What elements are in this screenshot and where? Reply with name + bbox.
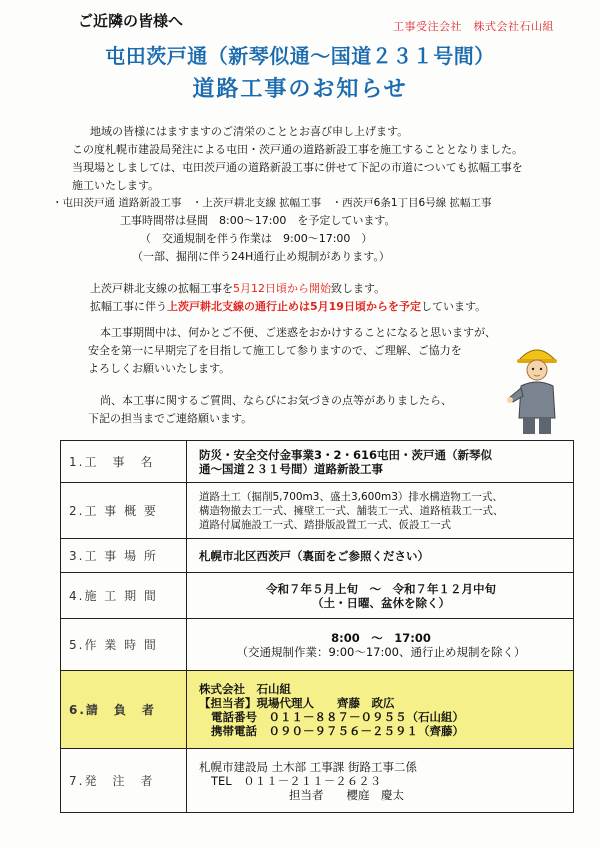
contact-line-1: 尚、本工事に関するご質問、ならびにお気づきの点等がありましたら、 bbox=[100, 394, 452, 407]
table-row bbox=[61, 619, 574, 671]
traffic-hours: （ 交通規制を伴う作業は 9:00～17:00 ） bbox=[140, 232, 373, 245]
contractor-name: 工事受注会社 株式会社石山組 bbox=[393, 20, 554, 33]
contact-line-2: 下記の担当までご連絡願います。 bbox=[88, 412, 253, 425]
project-name: 防災・安全交付金事業3・2・616屯田・茨戸通（新琴似 通～国道２３１号間）道路新設工事 bbox=[187, 441, 574, 483]
row-label: 3.工 事 場 所 bbox=[61, 539, 187, 573]
intro-line-4: 施工いたします。 bbox=[72, 179, 160, 192]
table-row bbox=[61, 441, 574, 483]
row-label: 7.発 注 者 bbox=[61, 749, 187, 813]
project-info-table bbox=[60, 440, 574, 813]
row-label: 2.工 事 概 要 bbox=[61, 483, 187, 539]
works-list: ・屯田茨戸通 道路新設工事 ・上茨戸耕北支線 拡幅工事 ・西茨戸6条1丁目6号線 拡幅工事 bbox=[52, 197, 492, 209]
intro-line-2: この度札幌市建設局発注による屯田・茨戸通の道路新設工事を施工することとなりました。 bbox=[72, 143, 523, 156]
table-row bbox=[61, 671, 574, 749]
start-notice: 上茨戸耕北支線の拡幅工事を5月12日頃から開始致します。 bbox=[90, 282, 386, 295]
apology-line-1: 本工事期間中は、何かとご不便、ご迷惑をおかけすることになると思いますが、 bbox=[100, 326, 496, 339]
row-label: 6.請 負 者 bbox=[61, 671, 187, 749]
project-location: 札幌市北区西茨戸（裏面をご参照ください） bbox=[187, 539, 574, 573]
table-row bbox=[61, 483, 574, 539]
greeting: ご近隣の皆様へ bbox=[78, 12, 184, 30]
table-row bbox=[61, 749, 574, 813]
intro-line-3: 当現場としましては、屯田茨戸通の道路新設工事に併せて下記の市道についても拡幅工事を bbox=[72, 161, 523, 174]
row-label: 4.施 工 期 間 bbox=[61, 573, 187, 619]
client-info: 札幌市建設局 土木部 工事課 街路工事二係 TEL ０１１－２１１－２６２３ 担当者 櫻庭 慶太 bbox=[187, 749, 574, 813]
apology-line-2: 安全を第一に早期完了を目指して施工して参りますので、ご理解、ご協力を bbox=[88, 344, 462, 357]
closure-notice: 拡幅工事に伴う上茨戸耕北支線の通行止めは5月19日頃からを予定しています。 bbox=[90, 300, 487, 313]
title-line-2: 道路工事のお知らせ bbox=[192, 77, 408, 102]
intro-line-1: 地域の皆様にはますますのご清栄のこととお喜び申し上げます。 bbox=[90, 125, 409, 138]
project-overview: 道路土工（掘削5,700m3、盛土3,600m3）排水構造物工一式、 構造物撤去工一式、擁壁工一式、舗装工一式、道路植栽工一式、 道路付属施設工一式、踏掛版設置工一式、仮設工一式 bbox=[187, 483, 574, 539]
table-row bbox=[61, 573, 574, 619]
title-line-1: 屯田茨戸通（新琴似通～国道２３１号間） bbox=[105, 44, 495, 68]
apology-line-3: よろしくお願いいたします。 bbox=[88, 362, 231, 375]
work-hours: 工事時間帯は昼間 8:00～17:00 を予定しています。 bbox=[120, 214, 396, 227]
night-closure: （一部、掘削に伴う24H通行止め規制があります。） bbox=[132, 250, 390, 263]
construction-worker-icon bbox=[505, 338, 569, 438]
contractor-info: 株式会社 石山組 【担当者】現場代理人 齊藤 政広 電話番号 ０１１－８８７－０９５５（石山組） 携帯電話 ０９０－９７５６－２５９１（齊藤） bbox=[187, 671, 574, 749]
work-time: 8:00 ～ 17:00 （交通規制作業：9:00～17:00、通行止め規制を除く） bbox=[187, 619, 574, 671]
table-row bbox=[61, 539, 574, 573]
construction-period: 令和７年５月上旬 ～ 令和７年１２月中旬 （土・日曜、盆休を除く） bbox=[187, 573, 574, 619]
row-label: 1.工 事 名 bbox=[61, 441, 187, 483]
row-label: 5.作 業 時 間 bbox=[61, 619, 187, 671]
